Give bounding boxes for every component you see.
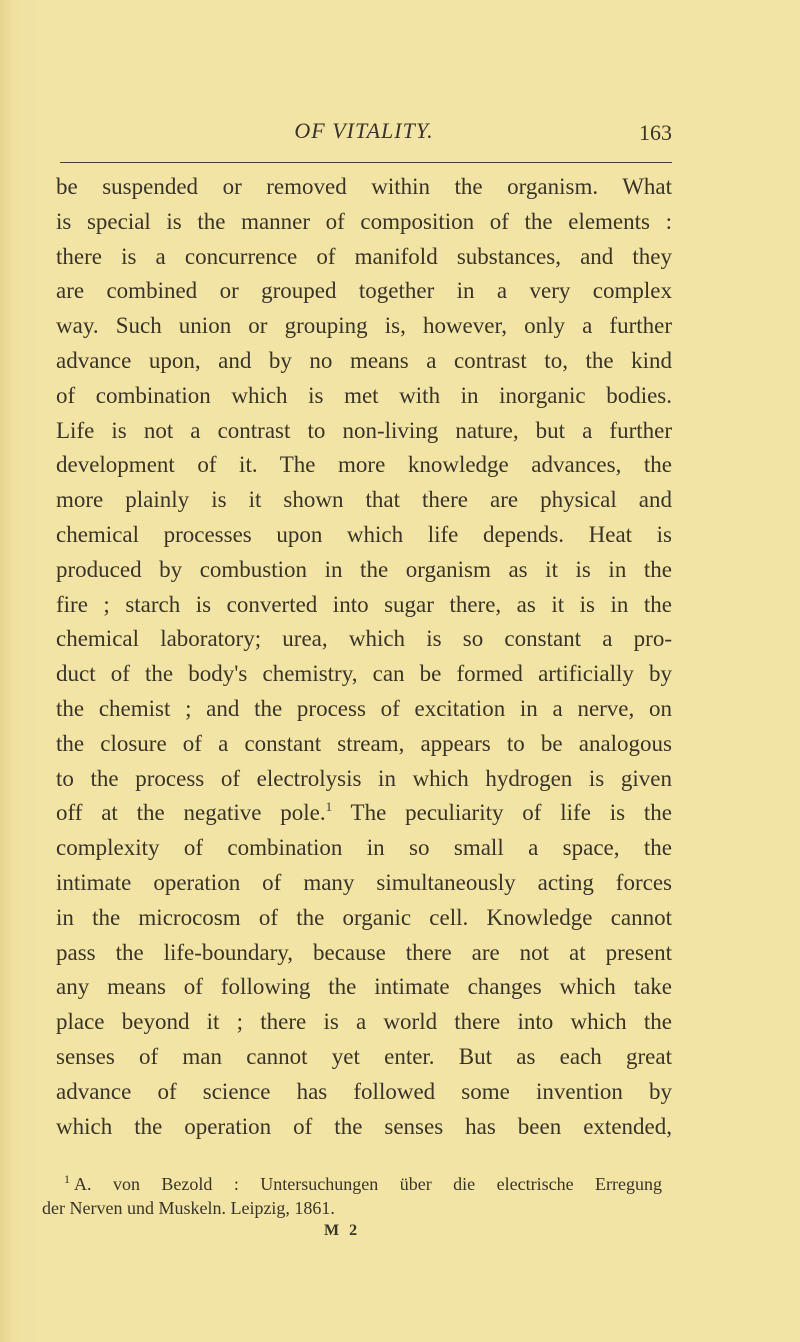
text-line: there is a concurrence of manifold substances, and they [56,243,672,269]
text-line: the chemist ; and the process of excitation in a nerve, on [56,695,672,721]
text-line: produced by combustion in the organism as it is in the [56,556,672,582]
body-text [56,170,672,1144]
text-segment: off at the negative pole. [56,800,326,826]
header-rule [60,162,672,163]
text-line: Life is not a contrast to non-living nature, but a further [56,417,672,443]
running-title: OF VITALITY. [294,118,434,143]
text-line: duct of the body's chemistry, can be formed artificially by [56,661,672,687]
text-line: any means of following the intimate changes which take [56,974,672,1000]
footnote-line: der Nerven und Muskeln. Leipzig, 1861. [42,1198,335,1218]
text-line: of combination which is met with in inorganic bodies. [56,382,672,408]
text-line: more plainly is it shown that there are physical and [56,487,672,513]
text-line: senses of man cannot yet enter. But as each great [56,1043,672,1069]
text-line: development of it. The more knowledge advances, the [56,452,672,478]
running-head [56,118,672,148]
text-line: place beyond it ; there is a world there into which the [56,1009,672,1035]
text-line: the closure of a constant stream, appears to be analogous [56,730,672,756]
text-line: which the operation of the senses has been extended, [56,1113,672,1139]
footnote-marker: 1 [64,1172,70,1186]
text-line: intimate operation of many simultaneously acting forces [56,869,672,895]
text-line: chemical laboratory; urea, which is so constant a pro- [56,626,672,652]
text-line: in the microcosm of the organic cell. Knowledge cannot [56,904,672,930]
text-line: advance upon, and by no means a contrast to, the kind [56,347,672,373]
text-line: way. Such union or grouping is, however, only a further [56,313,672,339]
text-line: be suspended or removed within the organism. What [56,174,672,199]
text-line: is special is the manner of composition of the elements : [56,208,672,234]
footnote [42,1167,662,1220]
text-line: pass the life-boundary, because there are not at present [56,939,672,965]
text-line: to the process of electrolysis in which hydrogen is given [56,765,672,791]
text-line: chemical processes upon which life depends. Heat is [56,521,672,547]
text-segment: The peculiarity of life is the [332,800,672,826]
footnote-line [42,1167,662,1196]
footnote-text: A. von Bezold : Untersuchungen über die electrische Erregung [74,1174,662,1194]
text-line-with-footnote-ref [56,796,672,831]
page-number: 163 [639,120,672,145]
text-line: complexity of combination in so small a space, the [56,835,672,861]
text-line: advance of science has followed some invention by [56,1078,672,1104]
signature-mark: M 2 [324,1222,361,1239]
text-line: fire ; starch is converted into sugar there, as it is in the [56,591,672,617]
footnote-reference[interactable]: 1 [325,799,333,815]
text-line: are combined or grouped together in a very complex [56,278,672,304]
